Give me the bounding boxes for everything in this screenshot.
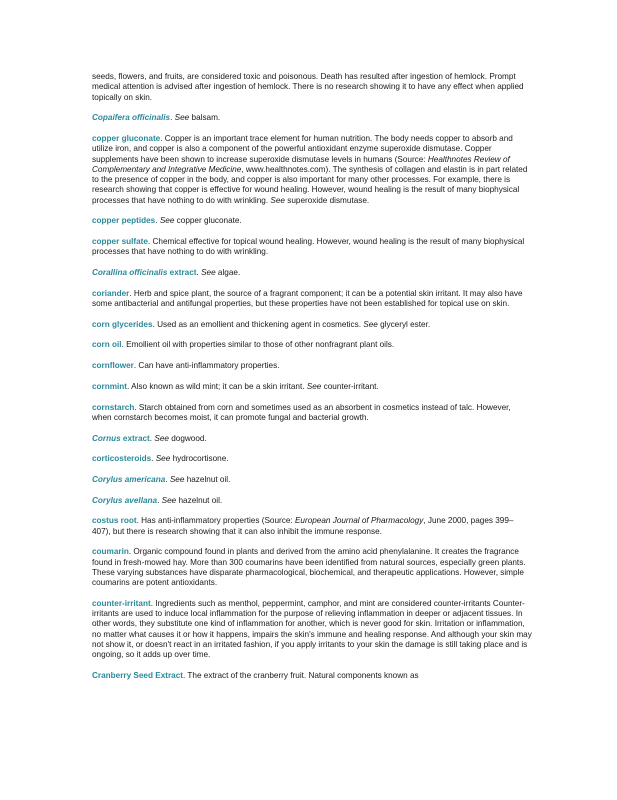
- entry-text: counter-irritant.: [321, 381, 379, 391]
- entry-term: copper sulfate: [92, 237, 148, 247]
- glossary-entry: [92, 599, 532, 661]
- entry-text-italic: See: [270, 195, 285, 205]
- entry-text: , June 2000, pages 399–407), but there is research showing that it can also inhibit the immune response.: [92, 516, 514, 536]
- glossary-entry: [92, 289, 532, 310]
- entry-term: copper peptides: [92, 216, 156, 226]
- entry-term: Corallina officinalis: [92, 268, 168, 278]
- entry-text-italic: See: [155, 454, 171, 464]
- entry-text: .: [155, 216, 160, 226]
- entry-text: superoxide dismutase.: [284, 195, 370, 205]
- entry-text: .: [165, 474, 170, 484]
- glossary-entry: [92, 268, 532, 278]
- entry-term: copper gluconate: [92, 133, 161, 143]
- entry-text: . Can have anti-inflammatory properties.: [133, 361, 280, 371]
- entry-term-suffix: extract: [120, 433, 150, 443]
- glossary-entry: [92, 340, 532, 350]
- entry-text-italic: See: [174, 113, 190, 123]
- entry-text: dogwood.: [168, 433, 207, 443]
- entry-text: .: [196, 268, 202, 278]
- glossary-entry: [92, 434, 532, 444]
- entry-term: Corylus americana: [92, 474, 166, 484]
- entry-text: . Chemical effective for topical wound healing. However, wound healing is the result of many biophysical processes that have nothing to do with wrinkling.: [92, 237, 525, 257]
- entry-text-italic: See: [201, 268, 216, 278]
- entry-term: corn glycerides: [92, 319, 153, 329]
- entry-text: balsam.: [189, 113, 221, 123]
- entry-term: corticosteroids: [92, 454, 152, 464]
- glossary-entry: [92, 496, 532, 506]
- glossary-entry: [92, 475, 532, 485]
- entry-text: glyceryl ester.: [377, 319, 431, 329]
- entry-text: . Also known as wild mint; it can be a skin irritant.: [127, 381, 307, 391]
- entry-text-italic: See: [159, 216, 175, 226]
- entry-text: , www.healthnotes.com). The synthesis of collagen and elastin is in part related to the presence of copper in the body, and copper is also important for many other processes. For example, there is research showing that copper is effective for wound healing. However, wound healing is the result of many biophysical processes that have nothing to do with wrinkling.: [92, 164, 528, 205]
- glossary-entry: [92, 113, 532, 123]
- entry-term: counter-irritant: [92, 598, 151, 608]
- entry-text: seeds, flowers, and fruits, are considered toxic and poisonous. Death has resulted after ingestion of hemlock. Prompt medical attention is advised after ingestion of hemlock. There is no research showing it to have any effect when applied topically on skin.: [92, 72, 524, 102]
- entry-text: . Emollient oil with properties similar to those of other nonfragrant plant oils.: [121, 340, 395, 350]
- glossary-entry: [92, 216, 532, 226]
- glossary-entry: [92, 134, 532, 206]
- entry-text: . Herb and spice plant, the source of a fragrant component; it can be a potential skin irritant. It may also have some antibacterial and antifungal properties, but these properties have not been established for topical use on skin.: [92, 288, 523, 309]
- entry-term: cornmint: [92, 381, 128, 391]
- entry-text: . Copper is an important trace element for human nutrition. The body needs copper to absorb and utilize iron, and copper is also a component of the powerful antioxidant enzyme superoxide dismutase. Copper supplements have been shown to increase superoxide dismutase levels in humans (Source:: [92, 133, 513, 164]
- glossary-entry: [92, 671, 532, 681]
- entry-term: coriander: [92, 288, 130, 298]
- entry-text: .: [157, 495, 162, 505]
- glossary-entry: [92, 382, 532, 392]
- entry-text: .: [151, 454, 156, 464]
- entry-text: . Ingredients such as menthol, peppermint, camphor, and mint are considered counter-irritants Counter-irritants are used to induce local inflammation for the purpose of relieving inflammation in deeper or adjacent tissues. In other words, they substitute one kind of inflammation for another, which is never good for skin. Irritation or inflammation, no matter what causes it or how it happens, impairs the skin's immune and healing response. And although your skin may not show it, or doesn't react in an irritated fashion, if you apply irritants to your skin the damage is still taking place and is ongoing, so it adds up over time.: [92, 598, 532, 660]
- entry-text: . Has anti-inflammatory properties (Source:: [136, 516, 295, 526]
- entry-term: Corylus avellana: [92, 495, 158, 505]
- entry-text-italic: See: [363, 319, 378, 329]
- entry-text: hydrocortisone.: [170, 454, 229, 464]
- entry-term: coumarin: [92, 547, 129, 557]
- entry-text-italic: See: [154, 433, 169, 443]
- entry-text: hazelnut oil.: [176, 495, 223, 505]
- entry-text: . Organic compound found in plants and derived from the amino acid phenylalanine. It creates the fragrance found in fresh-mowed hay. More than 300 coumarins have been identified from natural sources, especially green plants. These varying substances have disparate pharmacological, biochemical, and therapeutic applications. However, simple coumarins are potent antioxidants.: [92, 547, 526, 588]
- entry-term: cornstarch: [92, 402, 135, 412]
- entry-text-italic: European Journal of Pharmacology: [294, 516, 424, 526]
- entry-term: Copaifera officinalis: [92, 113, 171, 123]
- entry-text-italic: See: [169, 474, 185, 484]
- entry-text: . The extract of the cranberry fruit. Natural components known as: [183, 671, 419, 680]
- glossary-entry: [92, 547, 532, 588]
- glossary-entry: [92, 320, 532, 330]
- entry-text: . Starch obtained from corn and sometimes used as an absorbent in cosmetics instead of talc. However, when cornstarch becomes moist, it can promote fungal and bacterial growth.: [92, 402, 511, 422]
- glossary-entry: [92, 454, 532, 464]
- entry-text: hazelnut oil.: [184, 474, 231, 484]
- glossary-entry: [92, 237, 532, 258]
- glossary-entry: [92, 72, 532, 103]
- entry-text: .: [170, 113, 175, 123]
- entry-term: Cranberry Seed Extract: [92, 671, 184, 680]
- entry-text: .: [149, 433, 155, 443]
- entry-term-suffix: extract: [167, 268, 197, 278]
- glossary-entry: [92, 516, 532, 537]
- glossary-entry: [92, 361, 532, 371]
- entry-text: algae.: [215, 268, 241, 278]
- entry-text-italic: See: [161, 495, 177, 505]
- entry-term: costus root: [92, 516, 137, 526]
- entry-text-italic: Healthnotes Review of Complementary and Integrative Medicine: [92, 154, 510, 174]
- glossary-entry: [92, 403, 532, 424]
- entry-term: Cornus: [92, 433, 121, 443]
- entry-text-italic: See: [306, 381, 322, 391]
- document-page: [92, 72, 532, 692]
- entry-term: cornflower: [92, 361, 134, 371]
- entry-text: copper gluconate.: [174, 216, 242, 226]
- entry-term: corn oil: [92, 340, 122, 350]
- entry-text: . Used as an emollient and thickening agent in cosmetics.: [152, 319, 364, 329]
